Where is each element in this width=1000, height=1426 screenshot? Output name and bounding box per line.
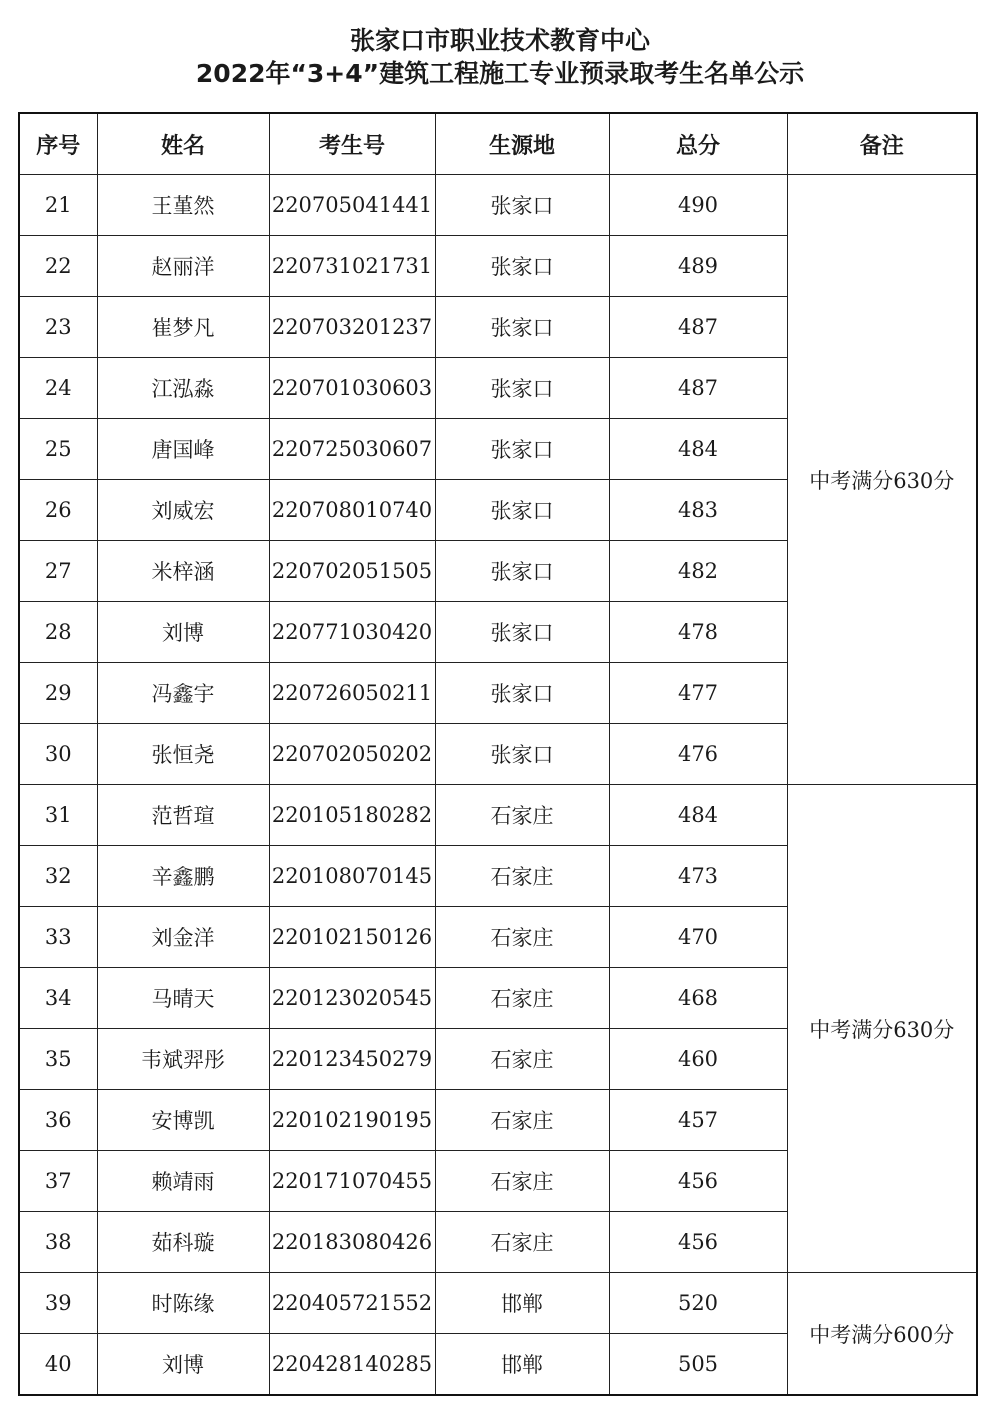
- student-name-cell: 王堇然: [97, 175, 269, 236]
- table-header-row: [19, 113, 977, 175]
- total-score-cell: 483: [609, 480, 787, 541]
- row-number-cell: 34: [19, 968, 97, 1029]
- student-name-cell: 赖靖雨: [97, 1151, 269, 1212]
- total-score-cell: 476: [609, 724, 787, 785]
- table-body: [19, 175, 977, 1396]
- exam-id-cell: 220108070145: [269, 846, 435, 907]
- admission-table: [18, 112, 978, 1396]
- exam-id-cell: 220105180282: [269, 785, 435, 846]
- origin-place-cell: 石家庄: [435, 785, 609, 846]
- total-score-cell: 490: [609, 175, 787, 236]
- total-score-cell: 468: [609, 968, 787, 1029]
- exam-id-cell: 220701030603: [269, 358, 435, 419]
- student-name-cell: 江泓淼: [97, 358, 269, 419]
- total-score-cell: 484: [609, 419, 787, 480]
- exam-id-cell: 220405721552: [269, 1273, 435, 1334]
- row-number-cell: 38: [19, 1212, 97, 1273]
- column-header-name: 姓名: [97, 113, 269, 175]
- row-number-cell: 26: [19, 480, 97, 541]
- exam-id-cell: 220428140285: [269, 1334, 435, 1396]
- origin-place-cell: 张家口: [435, 419, 609, 480]
- row-number-cell: 22: [19, 236, 97, 297]
- row-number-cell: 21: [19, 175, 97, 236]
- origin-place-cell: 张家口: [435, 480, 609, 541]
- exam-id-cell: 220702051505: [269, 541, 435, 602]
- origin-place-cell: 张家口: [435, 663, 609, 724]
- student-name-cell: 刘博: [97, 602, 269, 663]
- total-score-cell: 456: [609, 1212, 787, 1273]
- row-number-cell: 32: [19, 846, 97, 907]
- student-name-cell: 唐国峰: [97, 419, 269, 480]
- origin-place-cell: 张家口: [435, 297, 609, 358]
- exam-id-cell: 220705041441: [269, 175, 435, 236]
- total-score-cell: 470: [609, 907, 787, 968]
- exam-id-cell: 220731021731: [269, 236, 435, 297]
- student-name-cell: 刘威宏: [97, 480, 269, 541]
- total-score-cell: 505: [609, 1334, 787, 1396]
- row-number-cell: 39: [19, 1273, 97, 1334]
- row-number-cell: 33: [19, 907, 97, 968]
- remark-cell: 中考满分630分: [787, 785, 977, 1273]
- exam-id-cell: 220183080426: [269, 1212, 435, 1273]
- row-number-cell: 30: [19, 724, 97, 785]
- remark-cell: 中考满分630分: [787, 175, 977, 785]
- row-number-cell: 24: [19, 358, 97, 419]
- column-header-number: 序号: [19, 113, 97, 175]
- column-header-remark: 备注: [787, 113, 977, 175]
- row-number-cell: 28: [19, 602, 97, 663]
- exam-id-cell: 220703201237: [269, 297, 435, 358]
- total-score-cell: 456: [609, 1151, 787, 1212]
- exam-id-cell: 220702050202: [269, 724, 435, 785]
- total-score-cell: 487: [609, 358, 787, 419]
- origin-place-cell: 石家庄: [435, 1151, 609, 1212]
- total-score-cell: 489: [609, 236, 787, 297]
- total-score-cell: 482: [609, 541, 787, 602]
- row-number-cell: 40: [19, 1334, 97, 1396]
- total-score-cell: 460: [609, 1029, 787, 1090]
- origin-place-cell: 石家庄: [435, 907, 609, 968]
- total-score-cell: 473: [609, 846, 787, 907]
- student-name-cell: 茹科璇: [97, 1212, 269, 1273]
- exam-id-cell: 220725030607: [269, 419, 435, 480]
- exam-id-cell: 220708010740: [269, 480, 435, 541]
- row-number-cell: 35: [19, 1029, 97, 1090]
- document-title: 张家口市职业技术教育中心: [349, 26, 650, 55]
- student-name-cell: 范哲瑄: [97, 785, 269, 846]
- total-score-cell: 484: [609, 785, 787, 846]
- student-name-cell: 刘博: [97, 1334, 269, 1396]
- column-header-exam-id: 考生号: [269, 113, 435, 175]
- total-score-cell: 478: [609, 602, 787, 663]
- remark-cell: 中考满分600分: [787, 1273, 977, 1396]
- student-name-cell: 赵丽洋: [97, 236, 269, 297]
- student-name-cell: 马晴天: [97, 968, 269, 1029]
- student-name-cell: 米梓涵: [97, 541, 269, 602]
- total-score-cell: 457: [609, 1090, 787, 1151]
- student-name-cell: 刘金洋: [97, 907, 269, 968]
- row-number-cell: 29: [19, 663, 97, 724]
- exam-id-cell: 220171070455: [269, 1151, 435, 1212]
- exam-id-cell: 220771030420: [269, 602, 435, 663]
- origin-place-cell: 邯郸: [435, 1334, 609, 1396]
- table-row: [19, 785, 977, 846]
- total-score-cell: 477: [609, 663, 787, 724]
- row-number-cell: 27: [19, 541, 97, 602]
- origin-place-cell: 张家口: [435, 236, 609, 297]
- column-header-score: 总分: [609, 113, 787, 175]
- total-score-cell: 520: [609, 1273, 787, 1334]
- origin-place-cell: 石家庄: [435, 1090, 609, 1151]
- student-name-cell: 安博凯: [97, 1090, 269, 1151]
- student-name-cell: 辛鑫鹏: [97, 846, 269, 907]
- total-score-cell: 487: [609, 297, 787, 358]
- row-number-cell: 37: [19, 1151, 97, 1212]
- document-subtitle: 2022年“3+4”建筑工程施工专业预录取考生名单公示: [195, 59, 805, 88]
- row-number-cell: 23: [19, 297, 97, 358]
- origin-place-cell: 石家庄: [435, 1212, 609, 1273]
- origin-place-cell: 石家庄: [435, 968, 609, 1029]
- row-number-cell: 25: [19, 419, 97, 480]
- student-name-cell: 崔梦凡: [97, 297, 269, 358]
- row-number-cell: 36: [19, 1090, 97, 1151]
- exam-id-cell: 220123450279: [269, 1029, 435, 1090]
- row-number-cell: 31: [19, 785, 97, 846]
- student-name-cell: 韦斌羿彤: [97, 1029, 269, 1090]
- student-name-cell: 时陈缘: [97, 1273, 269, 1334]
- student-name-cell: 张恒尧: [97, 724, 269, 785]
- origin-place-cell: 张家口: [435, 602, 609, 663]
- exam-id-cell: 220102150126: [269, 907, 435, 968]
- origin-place-cell: 张家口: [435, 541, 609, 602]
- student-name-cell: 冯鑫宇: [97, 663, 269, 724]
- exam-id-cell: 220726050211: [269, 663, 435, 724]
- column-header-origin: 生源地: [435, 113, 609, 175]
- table-row: [19, 175, 977, 236]
- exam-id-cell: 220123020545: [269, 968, 435, 1029]
- origin-place-cell: 张家口: [435, 358, 609, 419]
- table-row: [19, 1273, 977, 1334]
- origin-place-cell: 张家口: [435, 724, 609, 785]
- origin-place-cell: 邯郸: [435, 1273, 609, 1334]
- origin-place-cell: 张家口: [435, 175, 609, 236]
- origin-place-cell: 石家庄: [435, 1029, 609, 1090]
- origin-place-cell: 石家庄: [435, 846, 609, 907]
- exam-id-cell: 220102190195: [269, 1090, 435, 1151]
